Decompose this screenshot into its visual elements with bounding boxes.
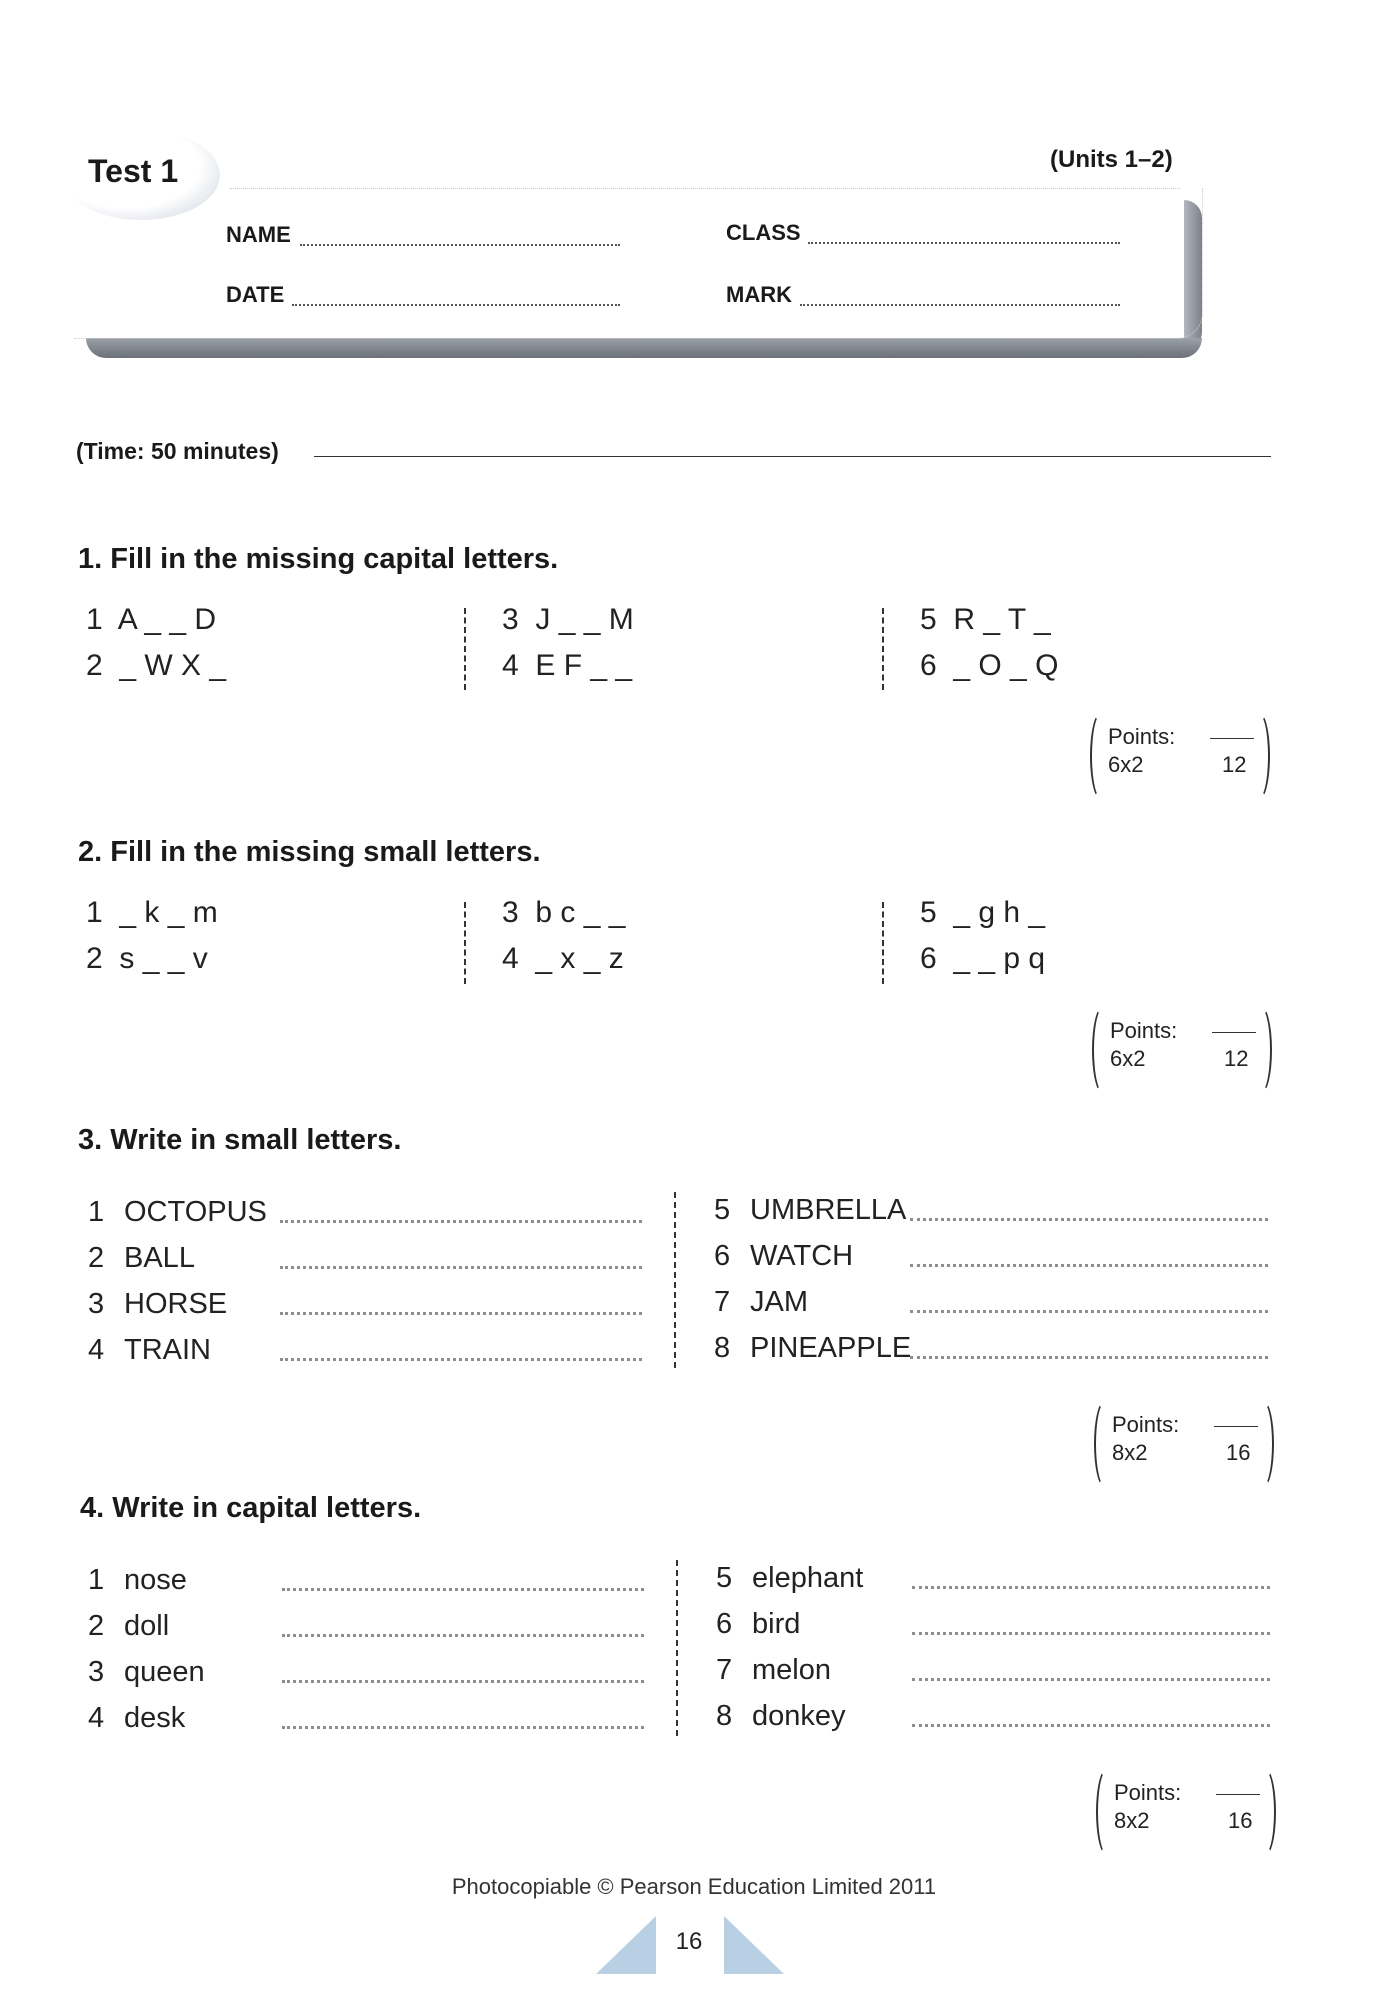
item-word: HORSE <box>124 1288 228 1320</box>
points-label: Points: <box>1112 1412 1180 1437</box>
answer-line[interactable] <box>912 1586 1270 1589</box>
bracket-right <box>1254 1768 1276 1856</box>
exercise-1-item-4: 4 E F _ _ <box>502 649 633 682</box>
points-box <box>1092 1006 1272 1094</box>
item-number: 3 <box>88 1288 105 1320</box>
item-number: 3 <box>88 1656 105 1688</box>
section-2-title: 2. Fill in the missing small letters. <box>78 836 541 868</box>
answer-line[interactable] <box>282 1726 644 1729</box>
item-number: 2 <box>88 1610 105 1642</box>
exercise-4-item <box>88 1702 185 1735</box>
points-total: 12 <box>1222 752 1247 777</box>
column-divider <box>464 902 466 984</box>
answer-line[interactable] <box>282 1680 644 1683</box>
points-blank <box>1216 1794 1260 1795</box>
points-calc: 8x2 <box>1112 1440 1148 1465</box>
answer-line[interactable] <box>280 1266 642 1269</box>
exercise-2-item-5: 5 _ g h _ <box>920 896 1046 929</box>
exercise-1-item-6: 6 _ O _ Q <box>920 649 1059 682</box>
column-divider <box>464 608 466 690</box>
header-box <box>74 188 1203 339</box>
exercise-2-item-6: 6 _ _ p q <box>920 942 1046 975</box>
column-divider <box>676 1560 678 1736</box>
points-blank <box>1210 738 1254 739</box>
name-field[interactable] <box>300 244 620 246</box>
exercise-3-item <box>88 1334 211 1367</box>
points-calc: 8x2 <box>1114 1808 1150 1833</box>
points-calc: 6x2 <box>1108 752 1144 777</box>
column-divider <box>882 608 884 690</box>
item-word: PINEAPPLE <box>750 1332 912 1364</box>
item-word: donkey <box>752 1700 846 1732</box>
exercise-2-item-4: 4 _ x _ z <box>502 942 624 975</box>
points-blank <box>1212 1032 1256 1033</box>
points-label: Points: <box>1114 1780 1182 1805</box>
page-number: 16 <box>675 1928 703 1955</box>
answer-line[interactable] <box>280 1358 642 1361</box>
exercise-4-item <box>88 1564 187 1597</box>
exercise-4-item <box>716 1700 846 1733</box>
exercise-1-item-2: 2 _ W X _ <box>86 649 227 682</box>
exercise-3-item <box>88 1196 267 1229</box>
item-number: 7 <box>716 1654 733 1686</box>
column-divider <box>674 1192 676 1368</box>
exercise-4-item <box>716 1608 800 1641</box>
test-title: Test 1 <box>88 153 179 189</box>
exercise-4-item <box>88 1656 205 1689</box>
item-number: 6 <box>716 1608 733 1640</box>
item-number: 5 <box>716 1562 733 1594</box>
page-tab-left <box>596 1916 656 1974</box>
exercise-4-item <box>88 1610 169 1643</box>
time-limit: (Time: 50 minutes) <box>76 438 279 464</box>
exercise-1-item-3: 3 J _ _ M <box>502 603 634 636</box>
item-number: 6 <box>714 1240 731 1272</box>
section-3-title: 3. Write in small letters. <box>78 1124 402 1156</box>
answer-line[interactable] <box>910 1218 1268 1221</box>
date-label: DATE <box>226 282 285 307</box>
item-number: 1 <box>88 1196 105 1228</box>
item-word: WATCH <box>750 1240 854 1272</box>
item-number: 4 <box>88 1334 105 1366</box>
exercise-2-item-1: 1 _ k _ m <box>86 896 218 929</box>
exercise-4-item <box>716 1654 831 1687</box>
section-4-title: 4. Write in capital letters. <box>80 1492 422 1524</box>
bracket-right <box>1250 1006 1272 1094</box>
points-total: 16 <box>1228 1808 1253 1833</box>
class-field[interactable] <box>808 242 1120 244</box>
item-number: 7 <box>714 1286 731 1318</box>
item-number: 8 <box>716 1700 733 1732</box>
answer-line[interactable] <box>912 1724 1270 1727</box>
item-word: queen <box>124 1656 205 1688</box>
answer-line[interactable] <box>912 1632 1270 1635</box>
points-label: Points: <box>1108 724 1176 749</box>
exercise-3-item <box>714 1332 911 1365</box>
points-box <box>1090 712 1270 800</box>
points-label: Points: <box>1110 1018 1178 1043</box>
answer-line[interactable] <box>910 1264 1268 1267</box>
points-total: 16 <box>1226 1440 1251 1465</box>
exercise-1-item-5: 5 R _ T _ <box>920 603 1051 636</box>
item-word: nose <box>124 1564 187 1596</box>
mark-field[interactable] <box>800 304 1120 306</box>
exercise-1-item-1: 1 A _ _ D <box>86 603 217 636</box>
points-blank <box>1214 1426 1258 1427</box>
item-number: 8 <box>714 1332 731 1364</box>
answer-line[interactable] <box>280 1220 642 1223</box>
bracket-right <box>1248 712 1270 800</box>
time-rule <box>314 456 1271 457</box>
class-label: CLASS <box>726 220 801 245</box>
copyright-footer: Photocopiable © Pearson Education Limited 2011 <box>451 1874 937 1899</box>
item-word: OCTOPUS <box>124 1196 267 1228</box>
date-field[interactable] <box>292 304 620 306</box>
exercise-2-item-2: 2 s _ _ v <box>86 942 208 975</box>
item-number: 4 <box>88 1702 105 1734</box>
mark-label: MARK <box>726 282 792 307</box>
answer-line[interactable] <box>910 1310 1268 1313</box>
item-number: 1 <box>88 1564 105 1596</box>
item-number: 5 <box>714 1194 731 1226</box>
header-box-shadow <box>86 338 1202 358</box>
points-total: 12 <box>1224 1046 1249 1071</box>
exercise-3-item <box>714 1240 853 1273</box>
item-word: TRAIN <box>124 1334 211 1366</box>
item-word: melon <box>752 1654 831 1686</box>
answer-line[interactable] <box>912 1678 1270 1681</box>
header-top-border <box>230 188 1180 189</box>
exercise-2-item-3: 3 b c _ _ <box>502 896 626 929</box>
exercise-4-item <box>716 1562 863 1595</box>
exercise-3-item <box>714 1286 808 1319</box>
item-word: elephant <box>752 1562 864 1594</box>
item-number: 2 <box>88 1242 105 1274</box>
points-box <box>1094 1400 1274 1488</box>
page-tab-right <box>724 1916 784 1974</box>
item-word: doll <box>124 1610 170 1642</box>
item-word: BALL <box>124 1242 195 1274</box>
exercise-3-item <box>88 1288 227 1321</box>
answer-line[interactable] <box>282 1588 644 1591</box>
section-1-title: 1. Fill in the missing capital letters. <box>78 543 559 575</box>
item-word: UMBRELLA <box>750 1194 907 1226</box>
bracket-right <box>1252 1400 1274 1488</box>
exercise-3-item <box>714 1194 906 1227</box>
item-word: desk <box>124 1702 186 1734</box>
item-word: JAM <box>750 1286 808 1318</box>
name-label: NAME <box>226 222 291 247</box>
points-calc: 6x2 <box>1110 1046 1146 1071</box>
answer-line[interactable] <box>280 1312 642 1315</box>
item-word: bird <box>752 1608 801 1640</box>
exercise-3-item <box>88 1242 195 1275</box>
answer-line[interactable] <box>910 1356 1268 1359</box>
points-box <box>1096 1768 1276 1856</box>
units-label: (Units 1–2) <box>1050 146 1173 173</box>
column-divider <box>882 902 884 984</box>
answer-line[interactable] <box>282 1634 644 1637</box>
